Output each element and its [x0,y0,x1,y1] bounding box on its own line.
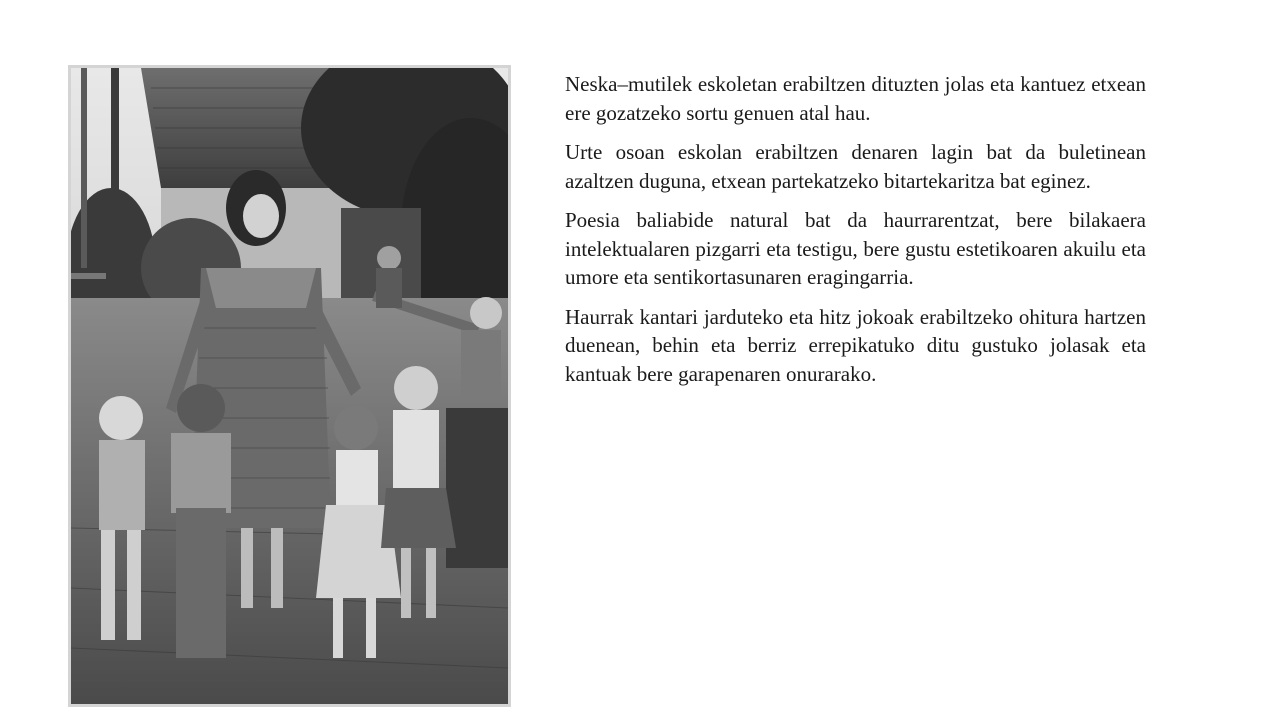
paragraph-3: Poesia baliabide natural bat da haurrarentzat, bere bilakaera intelektualaren pizgarri eta testigu, bere gustu estetikoaren akuilu eta umore eta sentikortasunaren eragingarria. [565,208,1146,289]
paragraph-1: Neska–mutilek eskoletan erabiltzen dituzten jolas eta kantuez etxean ere gozatzeko sortu genuen atal hau. [565,72,1146,125]
paragraph-2: Urte osoan eskolan erabiltzen denaren lagin bat da buletinean azaltzen duguna, etxean partekatzeko bitartekaritza bat eginez. [565,140,1146,193]
intro-text [565,70,1146,399]
paragraph-4: Haurrak kantari jarduteko eta hitz jokoak erabiltzeko ohitura hartzen duenean, behin eta berriz errepikatuko ditu gustuko jolasak eta kantuak bere garapenaren onurarako. [565,304,1146,386]
children-playing-photo [71,68,508,704]
photo-frame [68,65,511,707]
